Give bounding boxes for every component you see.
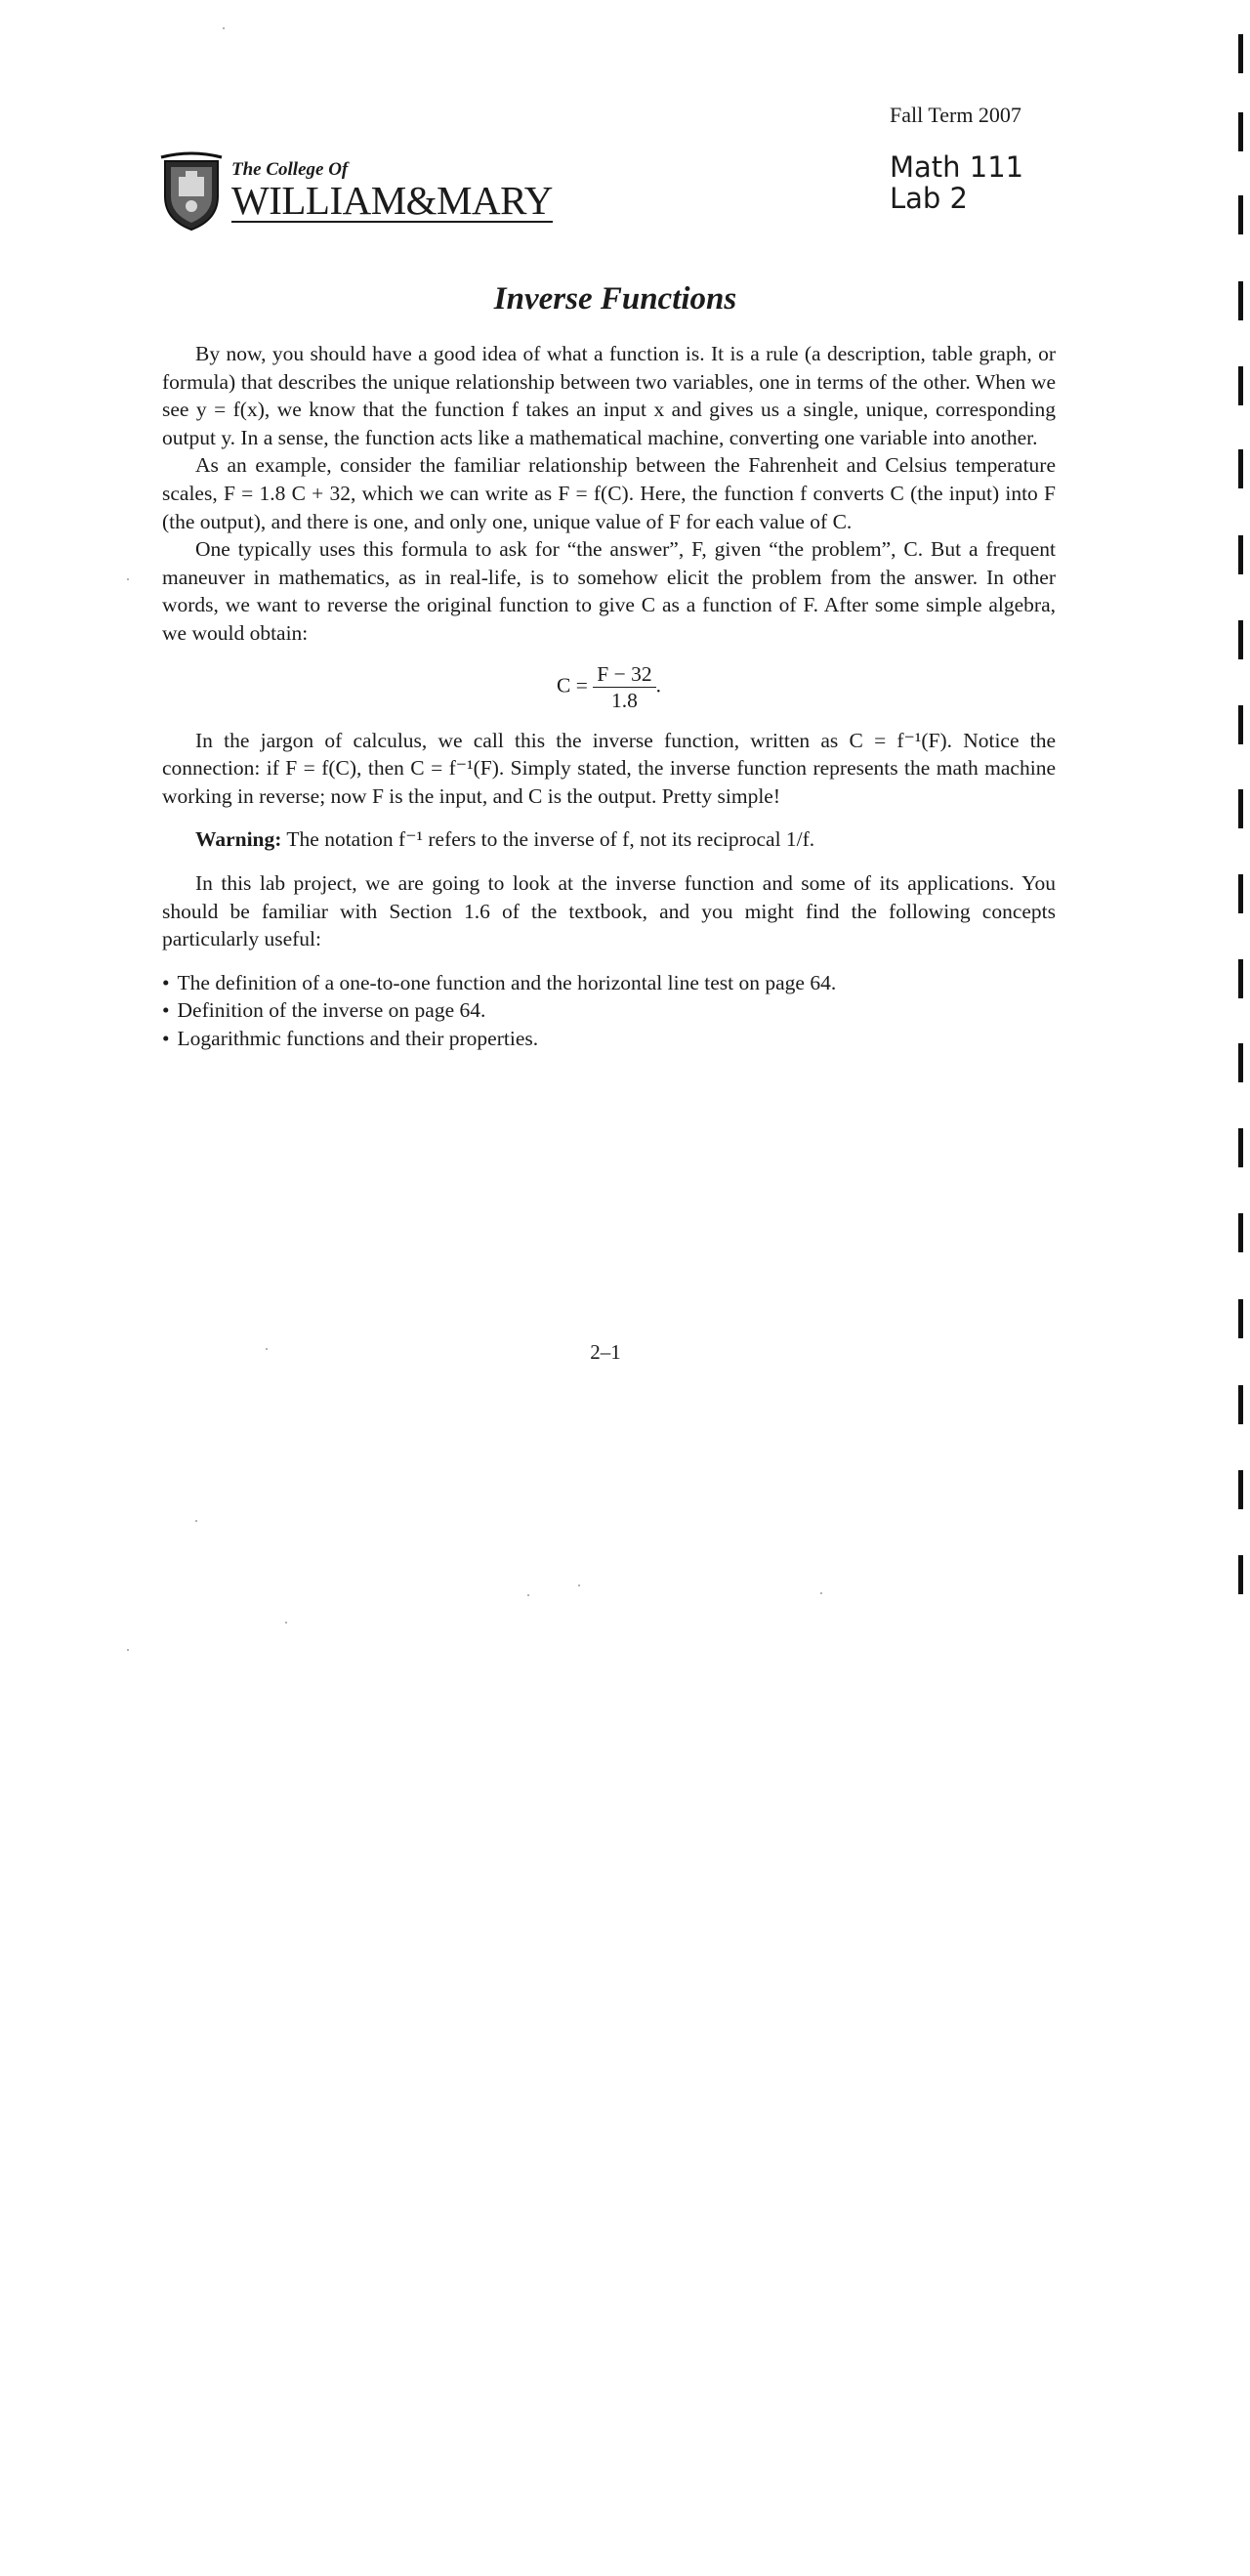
equation-fraction [593,661,655,713]
scan-mark [1238,281,1243,320]
equation-lhs: C = [557,672,588,697]
equation-denominator: 1.8 [610,688,638,712]
page-number: 2–1 [590,1340,621,1364]
warning-note [162,825,1056,854]
equation-numerator: F − 32 [593,661,655,688]
scan-mark [1238,1043,1243,1082]
scan-mark [1238,1555,1243,1594]
scan-mark [1238,1128,1243,1167]
warning-label: Warning: [195,827,282,852]
scan-mark [1238,535,1243,574]
scan-mark [1238,620,1243,659]
scan-speck [527,1594,529,1596]
scan-speck [578,1584,580,1586]
college-logo [159,151,553,232]
scan-mark [1238,366,1243,405]
course-label [890,151,1023,214]
body-text [162,340,1056,1052]
scan-speck [820,1592,822,1594]
scan-speck [127,1649,129,1651]
scan-mark [1238,1213,1243,1252]
list-item: • Logarithmic functions and their properties. [162,1025,1056,1053]
equation-period: . [655,672,661,697]
list-item: • The definition of a one-to-one function and the horizontal line test on page 64. [162,969,1056,997]
scan-speck [285,1622,287,1624]
scan-mark [1238,195,1243,234]
scan-mark [1238,874,1243,913]
logo-line-big: WILLIAM&MARY [231,178,553,223]
scan-mark [1238,449,1243,488]
logo-line-small: The College Of [231,159,349,180]
warning-text: The notation f⁻¹ refers to the inverse of f, not its reciprocal 1/f. [286,827,815,852]
concept-list [162,969,1056,1053]
scan-speck [195,1520,197,1522]
scan-speck [266,1348,268,1350]
list-item: • Definition of the inverse on page 64. [162,996,1056,1025]
scan-mark [1238,705,1243,744]
lab-number: Lab 2 [890,182,969,215]
scan-mark [1238,1470,1243,1509]
scan-mark [1238,959,1243,998]
scan-mark [1238,112,1243,151]
college-crest-icon [159,151,224,232]
paragraph-intro: By now, you should have a good idea of what a function is. It is a rule (a description, table graph, or formula) that describes the unique relationship between two variables, one in terms of the other. When we see y = f(x), we know that the function f takes an input x and gives us a single, unique, corresponding output y. In a sense, the function acts like a mathematical machine, converting one variable into another. [162,342,1056,449]
paragraph-lab-project: In this lab project, we are going to look at the inverse function and some of its applications. You should be familiar with Section 1.6 of the textbook, and you might find the following concepts particularly useful: [162,870,1056,951]
scan-speck [223,27,225,29]
inverse-equation [162,661,1056,713]
scan-mark [1238,1385,1243,1424]
scan-mark [1238,34,1243,73]
paragraph-jargon: In the jargon of calculus, we call this the inverse function, written as C = f⁻¹(F). Notice the connection: if F = f(C), then C = f⁻¹(F). Simply stated, the inverse function represents the math machine working in reverse; now F is the input, and C is the output. Pretty simple! [162,728,1056,808]
paragraph-reverse: One typically uses this formula to ask for “the answer”, F, given “the problem”, C. But a frequent maneuver in mathematics, as in real-life, is to somehow elicit the problem from the answer. In other words, we want to reverse the original function to give C as a function of F. After some simple algebra, we would obtain: [162,537,1056,645]
term-label: Fall Term 2007 [890,103,1021,127]
paragraph-example: As an example, consider the familiar relationship between the Fahrenheit and Celsius temperature scales, F = 1.8 C + 32, which we can write as F = f(C). Here, the function f converts C (the input) into F (the output), and there is one, and only one, unique value of F for each value of C. [162,453,1056,533]
scan-mark [1238,1299,1243,1338]
scan-mark [1238,789,1243,828]
course-title: Math 111 [890,150,1024,184]
page-title: Inverse Functions [493,281,737,317]
scan-speck [127,578,129,580]
